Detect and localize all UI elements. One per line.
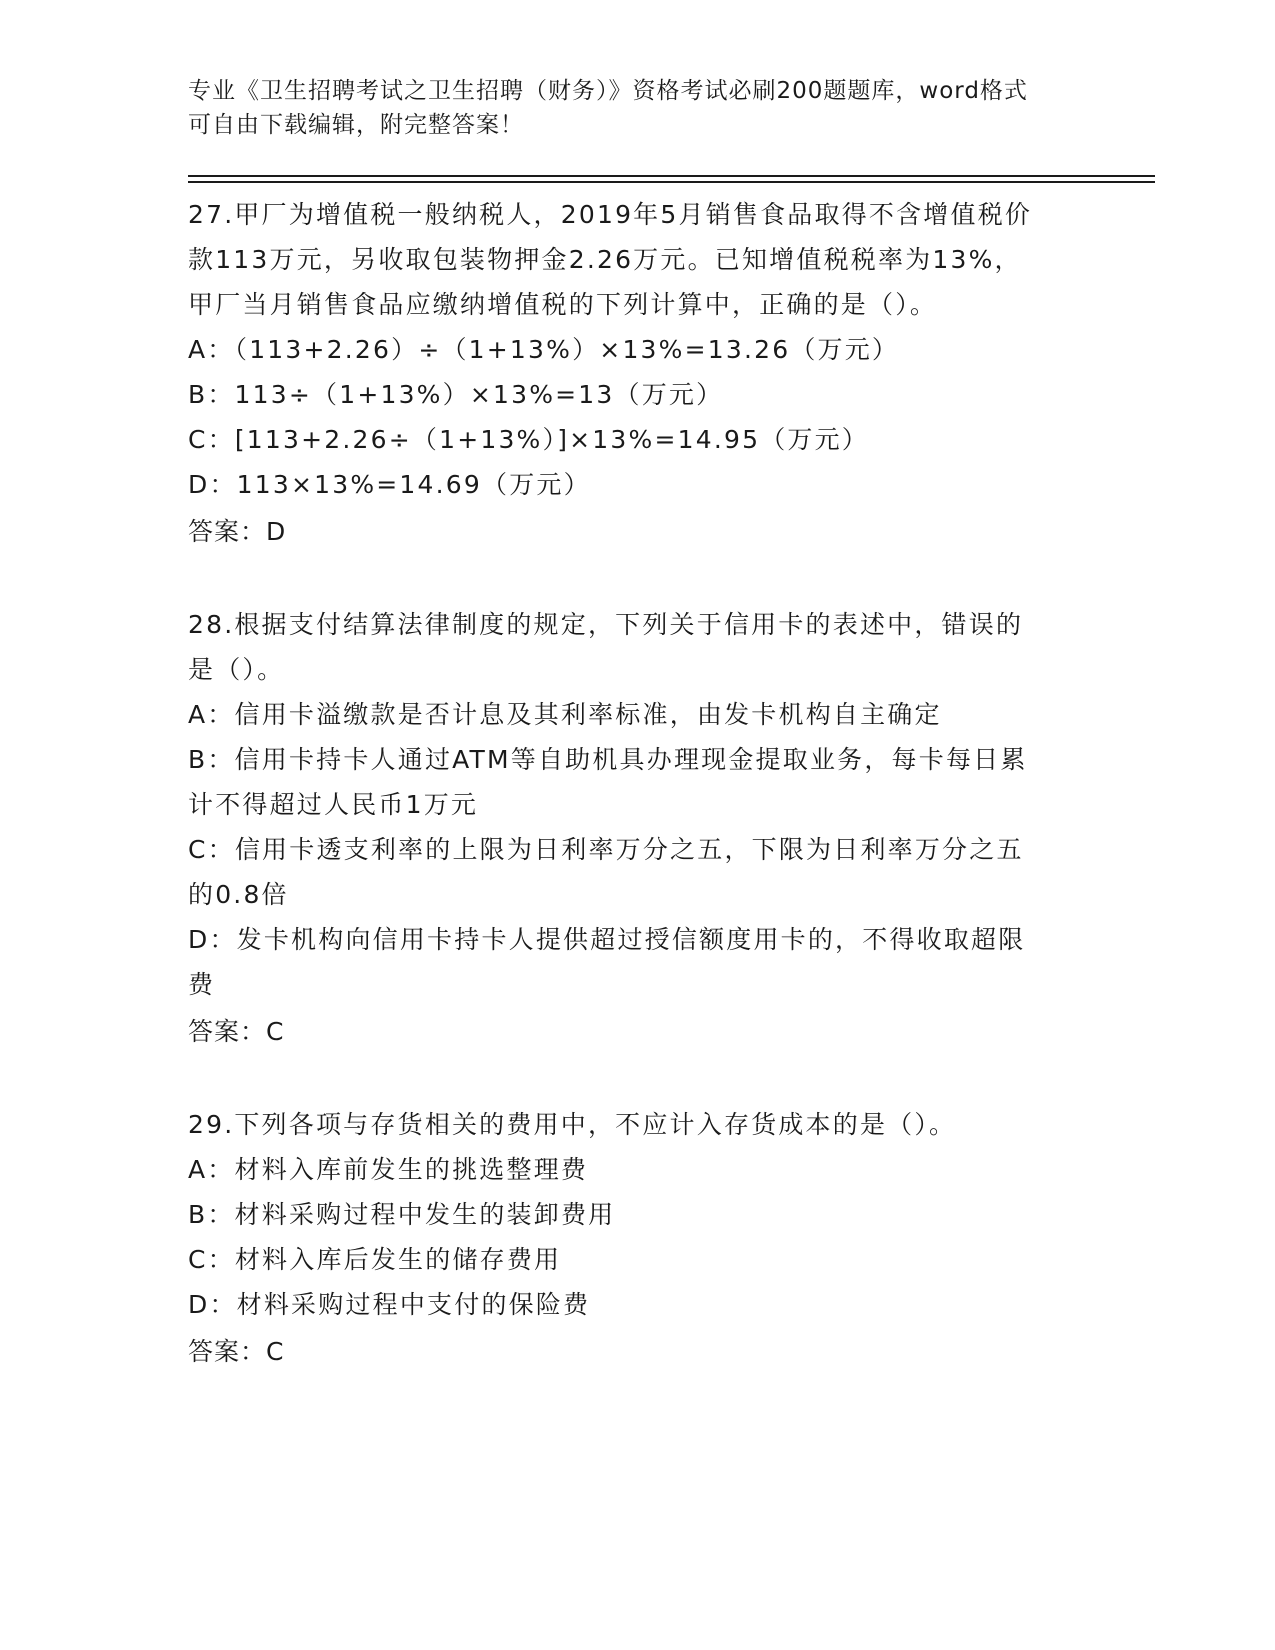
question-29-stem-line-1: 29.下列各项与存货相关的费用中，不应计入存货成本的是（）。 xyxy=(188,1110,957,1139)
question-29-option-b: B：材料采购过程中发生的装卸费用 xyxy=(188,1200,616,1229)
question-27-option-a: A：（113+2.26）÷（1+13%）×13%=13.26（万元） xyxy=(188,335,900,364)
question-27-stem-line-2: 款113万元，另收取包装物押金2.26万元。已知增值税税率为13%， xyxy=(188,245,1022,274)
question-29-option-c: C：材料入库后发生的储存费用 xyxy=(188,1245,562,1274)
header-title-line-2: 可自由下载编辑，附完整答案！ xyxy=(188,112,524,138)
question-27 xyxy=(188,192,1088,554)
question-27-option-d: D：113×13%=14.69（万元） xyxy=(188,470,591,499)
question-27-answer: 答案：D xyxy=(188,517,287,546)
question-27-option-c: C：[113+2.26÷（1+13%）]×13%=14.95（万元） xyxy=(188,425,869,454)
question-27-stem-line-1: 27.甲厂为增值税一般纳税人，2019年5月销售食品取得不含增值税价 xyxy=(188,200,1033,229)
question-28-option-c-line-1: C：信用卡透支利率的上限为日利率万分之五，下限为日利率万分之五 xyxy=(188,835,1024,864)
question-27-stem-line-3: 甲厂当月销售食品应缴纳增值税的下列计算中，正确的是（）。 xyxy=(188,290,938,319)
question-29-answer: 答案：C xyxy=(188,1337,285,1366)
question-27-option-b: B：113÷（1+13%）×13%=13（万元） xyxy=(188,380,724,409)
question-29-option-d: D：材料采购过程中支付的保险费 xyxy=(188,1290,591,1319)
question-28-stem-line-2: 是（）。 xyxy=(188,655,285,684)
question-28-option-d-line-2: 费 xyxy=(188,970,216,999)
document-header xyxy=(188,74,1088,142)
question-28-option-d-line-1: D：发卡机构向信用卡持卡人提供超过授信额度用卡的，不得收取超限 xyxy=(188,925,1026,954)
question-28-option-b-line-1: B：信用卡持卡人通过ATM等自助机具办理现金提取业务，每卡每日累 xyxy=(188,745,1028,774)
question-28 xyxy=(188,602,1088,1054)
question-28-option-c-line-2: 的0.8倍 xyxy=(188,880,289,909)
question-28-option-a: A：信用卡溢缴款是否计息及其利率标准，由发卡机构自主确定 xyxy=(188,700,942,729)
header-divider-bottom xyxy=(188,181,1155,183)
question-29-option-a: A：材料入库前发生的挑选整理费 xyxy=(188,1155,589,1184)
header-title-line-1: 专业《卫生招聘考试之卫生招聘（财务）》资格考试必刷200题题库，word格式 xyxy=(188,78,1028,104)
question-29 xyxy=(188,1102,1088,1374)
question-28-stem-line-1: 28.根据支付结算法律制度的规定，下列关于信用卡的表述中，错误的 xyxy=(188,610,1024,639)
header-divider-top xyxy=(188,175,1155,177)
question-28-option-b-line-2: 计不得超过人民币1万元 xyxy=(188,790,479,819)
question-list xyxy=(188,192,1088,1374)
question-28-answer: 答案：C xyxy=(188,1017,285,1046)
